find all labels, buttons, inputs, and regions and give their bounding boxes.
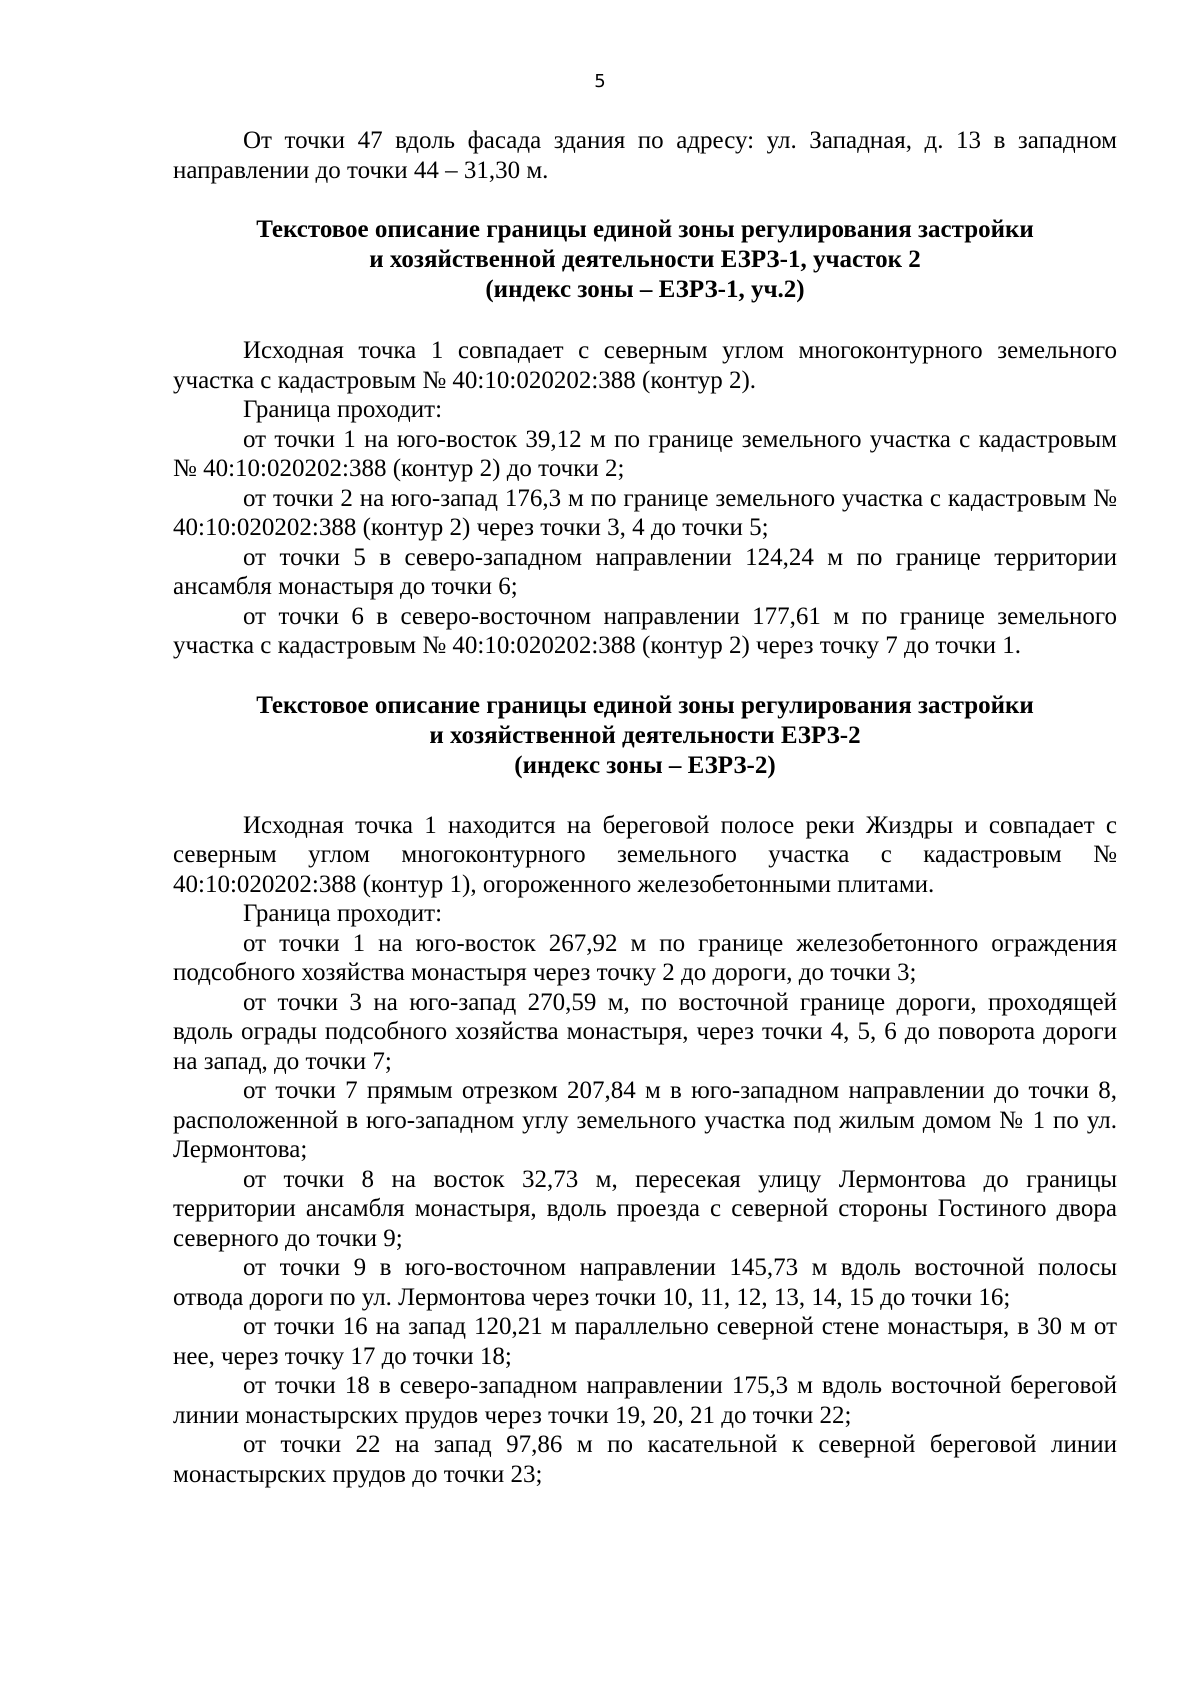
section2-paragraph: Граница проходит: — [243, 900, 443, 927]
page-number: 5 — [594, 71, 606, 92]
section2-heading-line1: Текстовое описание границы единой зоны регулирования застройки — [256, 691, 1034, 719]
section1-paragraph: от точки 6 в северо-восточном направлении 177,61 м по границе земельного участка с кадастровым № 40:10:020202:388 (контур 2) через точку 7 до точки 1. — [173, 602, 1117, 659]
section1-heading-line2: и хозяйственной деятельности ЕЗРЗ-1, участок 2 — [369, 246, 921, 273]
section2-paragraph: от точки 16 на запад 120,21 м параллельно северной стене монастыря, в 30 м от нее, через точку 17 до точки 18; — [173, 1313, 1117, 1370]
section1-paragraph: от точки 1 на юго-восток 39,12 м по границе земельного участка с кадастровым № 40:10:020202:388 (контур 2) до точки 2; — [173, 425, 1117, 482]
section2-paragraph: от точки 18 в северо-западном направлении 175,3 м вдоль восточной береговой линии монастырских прудов через точки 19, 20, 21 до точки 22; — [173, 1372, 1117, 1429]
section2-body — [173, 811, 1117, 1490]
section2-heading-line2: и хозяйственной деятельности ЕЗРЗ-2 — [429, 721, 861, 749]
intro-paragraph: От точки 47 вдоль фасада здания по адресу: ул. Западная, д. 13 в западном направлении до точки 44 – 31,30 м. — [173, 127, 1117, 184]
section2-paragraph: от точки 22 на запад 97,86 м по касательной к северной береговой линии монастырских прудов до точки 23; — [173, 1431, 1117, 1488]
section1-paragraph: Граница проходит: — [243, 396, 443, 423]
document-body — [173, 126, 1117, 1489]
section1-paragraph: Исходная точка 1 совпадает с северным углом многоконтурного земельного участка с кадастровым № 40:10:020202:388 (контур 2). — [173, 337, 1117, 394]
section1-heading-line3: (индекс зоны – ЕЗРЗ-1, уч.2) — [485, 276, 805, 303]
section2-paragraph: от точки 8 на восток 32,73 м, пересекая улицу Лермонтова до границы территории ансамбля монастыря, вдоль проезда с северной стороны Гостиного двора северного до точки 9; — [173, 1165, 1117, 1252]
section2-heading — [173, 691, 1117, 781]
section1-paragraph: от точки 5 в северо-западном направлении 124,24 м по границе территории ансамбля монастыря до точки 6; — [173, 543, 1117, 600]
section2-paragraph: Исходная точка 1 находится на береговой полосе реки Жиздры и совпадает с северным углом многоконтурного земельного участка с кадастровым № 40:10:020202:388 (контур 1), огороженного железобетонными плитами. — [173, 811, 1117, 898]
section2-paragraph: от точки 3 на юго-запад 270,59 м, по восточной границе дороги, проходящей вдоль ограды подсобного хозяйства монастыря, через точки 4, 5, 6 до поворота дороги на запад, до точки 7; — [173, 988, 1117, 1075]
section1-heading — [173, 215, 1117, 305]
section1-heading-line1: Текстовое описание границы единой зоны регулирования застройки — [256, 216, 1034, 243]
section2-paragraph: от точки 1 на юго-восток 267,92 м по границе железобетонного ограждения подсобного хозяйства монастыря через точку 2 до дороги, до точки 3; — [173, 929, 1117, 986]
section2-paragraph: от точки 9 в юго-восточном направлении 145,73 м вдоль восточной полосы отвода дороги по ул. Лермонтова через точки 10, 11, 12, 13, 14, 15 до точки 16; — [173, 1254, 1117, 1311]
section2-heading-line3: (индекс зоны – ЕЗРЗ-2) — [514, 751, 776, 779]
section2-paragraph: от точки 7 прямым отрезком 207,84 м в юго-западном направлении до точки 8, расположенной в юго-западном углу земельного участка под жилым домом № 1 по ул. Лермонтова; — [173, 1077, 1117, 1163]
section1-body — [173, 336, 1117, 661]
section1-paragraph: от точки 2 на юго-запад 176,3 м по границе земельного участка с кадастровым № 40:10:020202:388 (контур 2) через точки 3, 4 до точки 5; — [173, 484, 1117, 541]
